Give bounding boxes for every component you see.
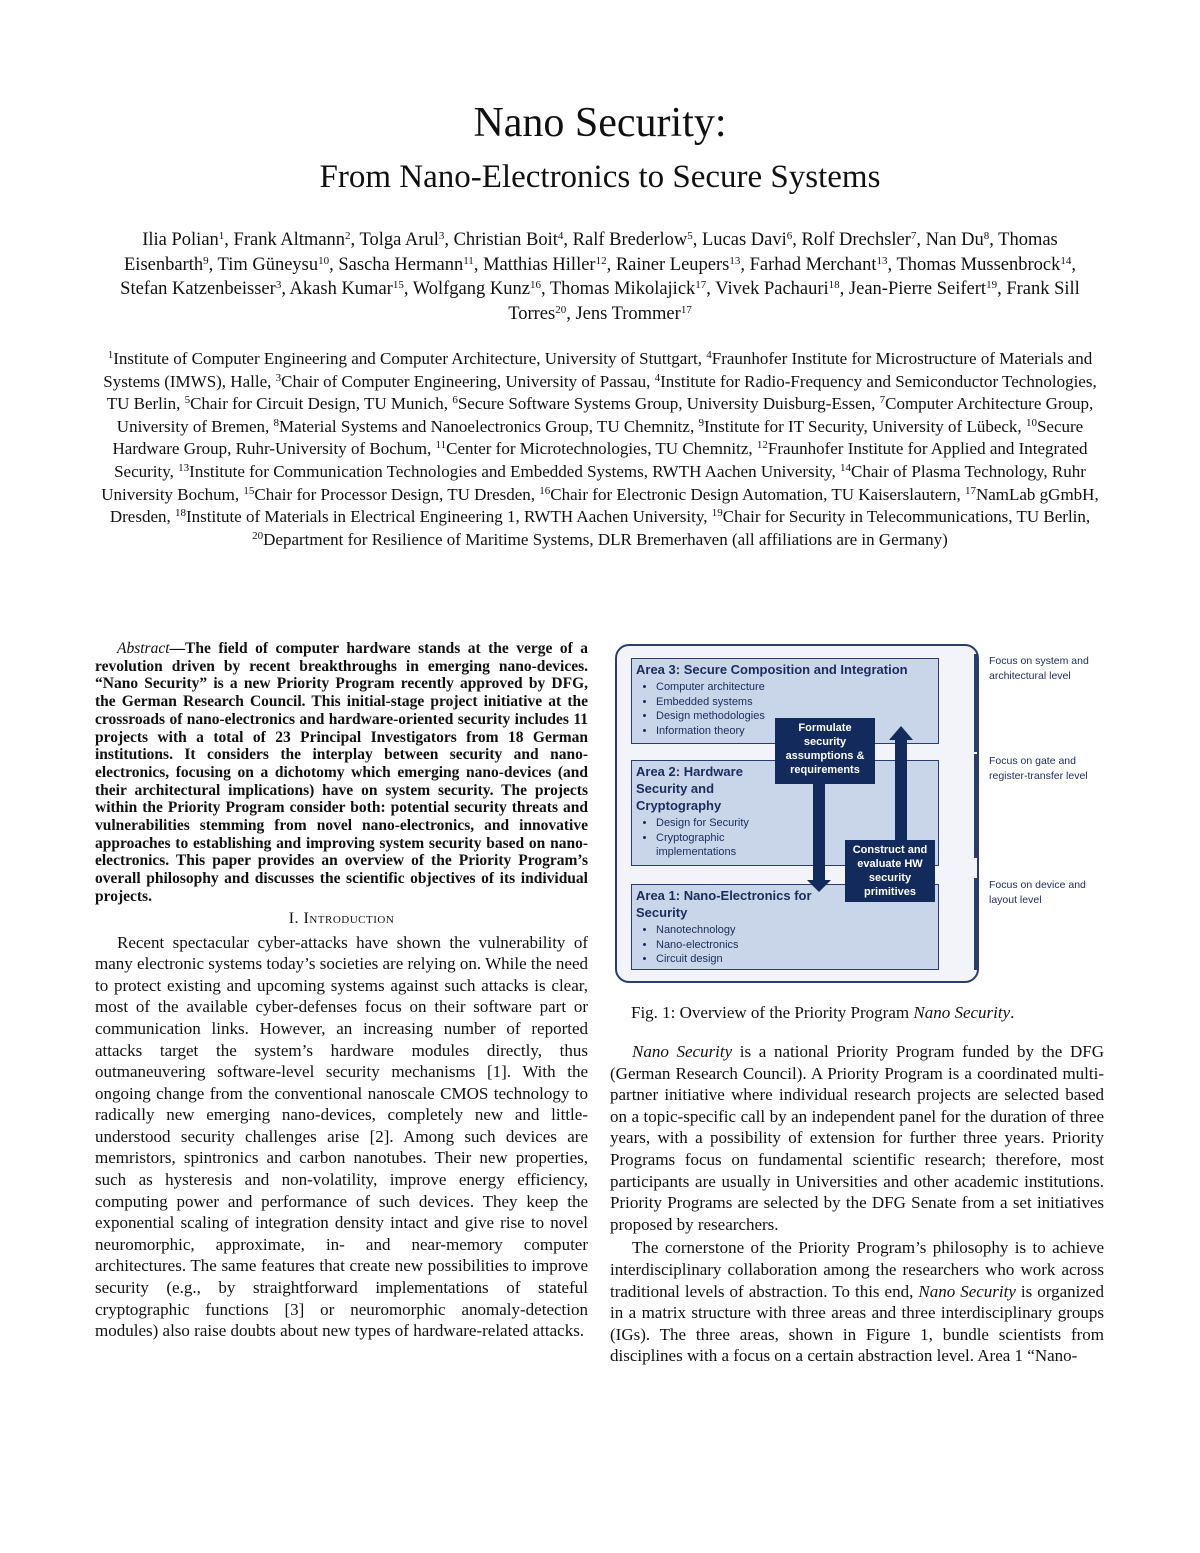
right-paragraph-2 xyxy=(610,1237,1104,1367)
author-affiliation-mark: 7 xyxy=(910,230,917,242)
author-name: Farhad Merchant xyxy=(749,254,877,275)
list-item: • Circuit design xyxy=(656,952,938,967)
flow-arrows xyxy=(617,646,977,981)
author-affiliation-mark: 13 xyxy=(876,254,888,267)
author-affiliation-mark: 9 xyxy=(203,254,209,267)
list-item: • Cryptographic implementations xyxy=(656,831,786,860)
affiliation-text: NamLab gGmbH, Dresden, xyxy=(109,484,1099,527)
author-name: Tim Güneysu xyxy=(217,254,319,275)
list-item: • Information theory xyxy=(656,724,938,739)
paper-subtitle: From Nano-Electronics to Secure Systems xyxy=(319,159,881,195)
abstract xyxy=(95,640,588,906)
caption-suffix: . xyxy=(1010,1003,1015,1022)
down-arrow-shaft xyxy=(813,784,825,880)
author-name: Ilia Polian xyxy=(142,230,219,250)
author-affiliation-mark: 15 xyxy=(392,279,404,291)
section-number: I. xyxy=(288,909,300,927)
author-affiliation-mark: 8 xyxy=(983,230,990,242)
affiliation-mark: 13 xyxy=(178,461,190,474)
affiliation-text: Institute of Computer Engineering and Computer Architecture, University of Stuttgart, xyxy=(113,349,707,368)
affiliation-mark: 4 xyxy=(654,371,661,384)
list-item: • Embedded systems xyxy=(656,695,938,710)
affiliation-mark: 19 xyxy=(711,507,723,520)
affiliation-mark: 8 xyxy=(273,416,280,429)
list-item: • Computer architecture xyxy=(656,680,938,695)
affiliation-text: Chair of Plasma Technology, Ruhr University Bochum, xyxy=(101,461,1086,504)
left-column xyxy=(95,640,588,1342)
abstract-dash: — xyxy=(169,640,186,657)
list-item: • Nano-electronics xyxy=(656,938,938,953)
affiliation-text: Secure Software Systems Group, University Duisburg-Essen, xyxy=(457,394,880,414)
affiliation-mark: 6 xyxy=(452,394,458,407)
author-affiliation-mark: 10 xyxy=(318,254,330,267)
program-name: Nano Security xyxy=(632,1042,733,1061)
author-name: Frank Sill Torres xyxy=(508,279,1080,324)
author-name: Rainer Leupers xyxy=(615,254,730,275)
affiliation-mark: 20 xyxy=(252,529,264,542)
author-name: Thomas Mikolajick xyxy=(549,279,696,299)
affiliation-text: Center for Microtechnologies, TU Chemnitz, xyxy=(446,439,757,459)
author-affiliation-mark: 5 xyxy=(687,230,693,242)
affiliation-mark: 16 xyxy=(539,484,551,497)
figure-caption xyxy=(631,1002,1014,1024)
author-name: Thomas Mussenbrock xyxy=(896,254,1061,275)
right-column xyxy=(610,1041,1104,1367)
down-arrow-head xyxy=(807,880,831,892)
right-paragraph-1 xyxy=(610,1041,1104,1235)
focus-label-system: Focus on system and architectural level xyxy=(989,655,1089,682)
section-heading-introduction xyxy=(95,910,588,928)
author-affiliation-mark: 3 xyxy=(275,279,282,291)
affiliation-text: Fraunhofer Institute for Applied and Integrated Security, xyxy=(114,439,1088,481)
up-arrow-shaft xyxy=(895,740,907,842)
focus-bar-mid xyxy=(974,754,977,858)
formulate-requirements-box: Formulate security assumptions & requirements xyxy=(775,718,875,784)
affiliation-mark: 9 xyxy=(698,416,704,429)
list-item: • Design methodologies xyxy=(656,709,938,724)
author-name: Frank Altmann xyxy=(233,230,346,250)
focus-bar-bottom xyxy=(974,878,977,970)
author-affiliation-mark: 1 xyxy=(218,230,225,242)
focus-label-device: Focus on device and layout level xyxy=(989,879,1086,906)
list-item: • Design for Security xyxy=(656,816,786,831)
affiliation-text: Chair for Circuit Design, TU Munich, xyxy=(190,394,453,414)
affiliation-text: Fraunhofer Institute for Microstructure of Materials and Systems (IMWS), Halle, xyxy=(103,349,1093,391)
author-name: Wolfgang Kunz xyxy=(412,279,530,299)
area-3-title: Area 3: Secure Composition and Integration xyxy=(636,662,908,677)
affiliation-list xyxy=(100,348,1100,551)
author-affiliation-mark: 13 xyxy=(729,254,741,267)
author-name: Rolf Drechsler xyxy=(801,230,911,250)
affiliation-mark: 11 xyxy=(435,439,447,452)
author-name: Matthias Hiller xyxy=(483,254,596,275)
author-affiliation-mark: 2 xyxy=(345,230,351,242)
author-name: Lucas Davi xyxy=(701,230,787,250)
author-name: Ralf Brederlow xyxy=(572,230,688,250)
affiliation-mark: 17 xyxy=(964,484,976,497)
caption-prefix: Fig. 1: Overview of the Priority Program xyxy=(631,1003,914,1022)
program-name: Nano Security xyxy=(918,1281,1016,1301)
author-name: Christian Boit xyxy=(453,230,558,250)
affiliation-text: Computer Architecture Group, University of Bremen, xyxy=(116,394,1094,436)
affiliation-text: Chair for Security in Telecommunications, TU Berlin, xyxy=(722,507,1091,527)
author-name: Jean-Pierre Seifert xyxy=(848,279,987,299)
figure-overview xyxy=(615,640,1110,985)
affiliation-text: Chair for Processor Design, TU Dresden, xyxy=(254,484,540,504)
abstract-label: Abstract xyxy=(117,640,170,657)
affiliation-mark: 18 xyxy=(175,507,186,520)
author-affiliation-mark: 19 xyxy=(986,279,998,291)
section-title: Introduction xyxy=(303,909,395,927)
up-arrow-head xyxy=(889,726,913,740)
author-affiliation-mark: 3 xyxy=(438,230,445,242)
author-name: Sascha Hermann xyxy=(338,254,464,275)
affiliation-text: Chair for Electronic Design Automation, TU Kaiserslautern, xyxy=(550,484,965,504)
author-affiliation-mark: 17 xyxy=(695,279,707,291)
affiliation-mark: 12 xyxy=(756,439,768,452)
affiliation-text: Institute for IT Security, University of Lübeck, xyxy=(703,416,1026,436)
affiliation-mark: 10 xyxy=(1025,416,1037,429)
author-name: Vivek Pachauri xyxy=(715,279,829,299)
affiliation-text: Institute for Communication Technologies and Embedded Systems, RWTH Aachen University, xyxy=(189,461,840,481)
intro-paragraph: Recent spectacular cyber-attacks have shown the vulnerability of many electronic systems today’s societies are relying on. While the need to protect existing and upcoming systems against such attacks is clear, most of the available cyber-defenses focus on their software part or communication links. However, an increasing number of reported attacks target the system’s hardware modules directly, thus outmaneuvering software-level security mechanisms [1]. With the ongoing change from the conventional nanoscale CMOS technology to radically new emerging nano-devices, completely new and little-understood security challenges arise [2]. Among such devices are memristors, spintronics and carbon nanotubes. Their new properties, such as hysteresis and non-volatility, improve energy efficiency, computing power and performance of such devices. They keep the exponential scaling of integration density intact and give rise to novel neuromorphic, approximate, in- and near-memory computer architectures. The same features that create new possibilities to improve security (e.g., by straightforward implementations of stateful cryptographic functions [3] or neuromorphic anomaly-detection modules) also raise doubts about new types of hardware-related attacks. xyxy=(95,932,589,1341)
affiliation-text: Secure Hardware Group, Ruhr-University of Bochum, xyxy=(112,416,1084,459)
author-affiliation-mark: 6 xyxy=(786,230,793,242)
affiliation-mark: 5 xyxy=(184,394,191,407)
affiliation-text: Institute for Radio-Frequency and Semiconductor Technologies, TU Berlin, xyxy=(106,371,1097,414)
affiliation-text: Institute of Materials in Electrical Engineering 1, RWTH Aachen University, xyxy=(186,507,712,527)
list-item: • Nanotechnology xyxy=(656,923,938,938)
area-2-title: Area 2: Hardware Security and Cryptography xyxy=(636,764,743,813)
affiliation-mark: 15 xyxy=(243,484,255,497)
author-name: Jens Trommer xyxy=(575,303,681,324)
area-1-title: Area 1: Nano-Electronics for Security xyxy=(636,888,812,920)
author-affiliation-mark: 17 xyxy=(680,303,692,316)
affiliation-text: Material Systems and Nanoelectronics Group, TU Chemnitz, xyxy=(279,416,699,436)
affiliation-mark: 7 xyxy=(879,394,886,407)
author-affiliation-mark: 18 xyxy=(828,279,840,291)
author-name: Akash Kumar xyxy=(289,279,393,299)
affiliation-text: Department for Resilience of Maritime Systems, DLR Bremerhaven (all affiliations are in Germany) xyxy=(263,529,948,549)
right-paragraph-2-a: The cornerstone of the Priority Program’s philosophy is to achieve interdisciplinary collaboration among the researchers who work across traditional levels of abstraction. To this end, xyxy=(610,1238,1104,1301)
author-affiliation-mark: 11 xyxy=(463,254,474,267)
affiliation-mark: 14 xyxy=(840,461,851,474)
right-paragraph-1-text: is a national Priority Program funded by the DFG (German Research Council). A Priority Program is a coordinated multi-partner initiative where individual research projects are selected based on a topic-specific call by an independent panel for the duration of three years, with a possibility of extension for further three years. Priority Programs focus on fundamental scientific research; therefore, most participants are usually in Universities and other academic institutions. Priority Programs are selected by the DFG Senate from a set initiatives proposed by researchers. xyxy=(610,1042,1104,1234)
author-name: Stefan Katzenbeisser xyxy=(120,279,276,299)
affiliation-mark: 1 xyxy=(107,349,114,361)
focus-label-gate: Focus on gate and register-transfer level xyxy=(989,755,1088,782)
caption-program-name: Nano Security xyxy=(913,1003,1011,1022)
affiliation-mark: 4 xyxy=(706,349,712,361)
figure-frame xyxy=(615,644,979,983)
author-affiliation-mark: 14 xyxy=(1060,254,1072,267)
author-list: Ilia Polian$^1$, Frank Altmann$^2$, Tolga Arul$^3$, Christian Boit$^4$, Ralf Brederlow$^5$, Lucas Davi$^6$, Rolf Drechsler$^7$, Nan Du$^8$, Thomas Eisenbarth$^9$, Tim Güneysu$^{10}$, Sascha Hermann$^{11}$, Matthias Hiller$^{12}$, Rainer Leupers$^{13}$, Farhad Merchant$^{13}$, Thomas Mussenbrock$^{14}$, Stefan Katzenbeisser$^3$, Akash Kumar$^{15}$, Wolfgang Kunz$^{16}$, Thomas Mikolajick$^{17}$, Vivek Pachauri$^{18}$, Jean-Pierre Seifert$^{19}$, Frank Sill Torres$^{20}$, Jens Trommer$^{17}$ xyxy=(120,230,1080,324)
author-name: Nan Du xyxy=(925,230,984,250)
author-affiliation-mark: 20 xyxy=(555,303,567,316)
paper-title: Nano Security: xyxy=(473,100,727,146)
author-name: Thomas Eisenbarth xyxy=(124,230,1058,275)
affiliation-mark: 3 xyxy=(275,371,282,384)
affiliation-text: Chair of Computer Engineering, University of Passau, xyxy=(281,371,655,391)
author-affiliation-mark: 4 xyxy=(557,230,564,242)
right-paragraph-2-b: is organized in a matrix structure with three areas and three interdisciplinary groups (IGs). The three areas, shown in Figure 1, bundle scientists from disciplines with a focus on a certain abstraction level. Area 1 “Nano- xyxy=(610,1281,1104,1366)
focus-bar-top xyxy=(974,654,977,752)
author-affiliation-mark: 16 xyxy=(529,279,541,291)
construct-primitives-box: Construct and evaluate HW security primitives xyxy=(845,840,935,902)
author-name: Tolga Arul xyxy=(359,230,439,250)
author-affiliation-mark: 12 xyxy=(595,254,607,267)
abstract-text: The field of computer hardware stands at the verge of a revolution driven by recent breakthroughs in emerging nano-devices. “Nano Security” is a new Priority Program recently approved by DFG, the German Research Council. This initial-stage project initiative at the crossroads of nano-electronics and hardware-oriented security includes 11 projects with a total of 23 Principal Investigators from 18 German institutions. It considers the interplay between security and nano-electronics, focusing on a dichotomy which emerging nano-devices (and their architectural implications) have on system security. The projects within the Priority Program consider both: potential security threats and vulnerabilities stemming from novel nano-electronics, and innovative approaches to establishing and improving system security based on nano-electronics. This paper provides an overview of the Priority Program’s overall philosophy and discusses the scientific objectives of its individual projects. xyxy=(95,640,588,905)
